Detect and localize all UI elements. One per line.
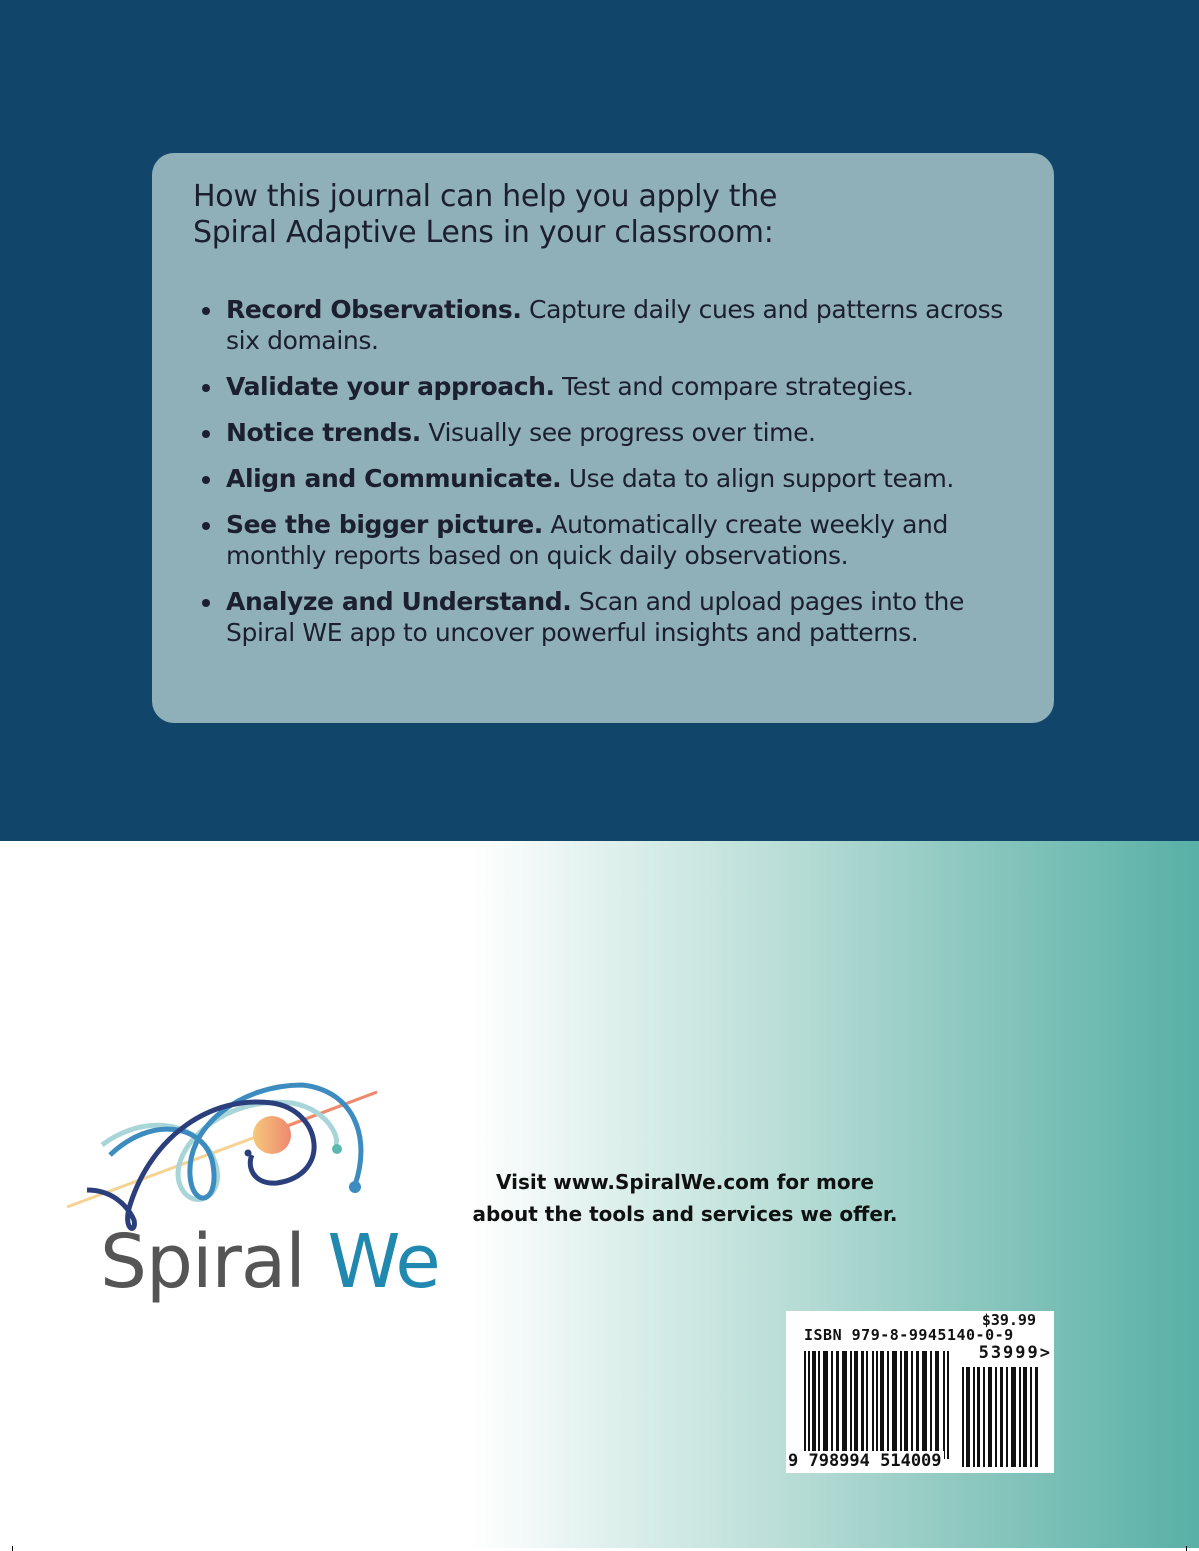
- bullet-icon: [202, 384, 210, 392]
- bullet-text: Scan and upload pages into the Spiral WE app to uncover powerful insights and patterns.: [226, 587, 964, 647]
- list-item: [193, 294, 1014, 356]
- bullet-icon: [202, 430, 210, 438]
- bullet-text: Use data to align support team.: [561, 464, 954, 493]
- visit-line-2: about the tools and services we offer.: [472, 1202, 898, 1226]
- visit-line-1: Visit www.SpiralWe.com for more: [496, 1170, 874, 1194]
- logo-wordmark: [100, 1219, 440, 1305]
- crop-mark-left: [12, 1546, 13, 1551]
- bullet-icon: [202, 307, 210, 315]
- bullet-icon: [202, 522, 210, 530]
- visit-message: [470, 1166, 900, 1230]
- isbn-label: ISBN 979-8-9945140-0-9: [804, 1326, 1014, 1344]
- list-item: [193, 463, 1014, 494]
- bullet-text: Capture daily cues and patterns across six domains.: [226, 295, 1003, 355]
- crop-mark-right: [1186, 1546, 1187, 1551]
- ean-number: 9 798994 514009: [788, 1451, 942, 1471]
- list-item: [193, 509, 1014, 571]
- benefit-list: [193, 294, 1014, 648]
- bullet-title: Validate your approach.: [226, 372, 555, 401]
- info-card: [152, 153, 1054, 723]
- logo-word-we: We: [327, 1219, 440, 1305]
- barcode-bars-icon: [804, 1351, 949, 1459]
- heading-line-2: Spiral Adaptive Lens in your classroom:: [193, 215, 774, 250]
- addon-code: 53999>: [978, 1343, 1052, 1363]
- bullet-text: Automatically create weekly and monthly reports based on quick daily observations.: [226, 510, 948, 570]
- bullet-text: Test and compare strategies.: [554, 372, 914, 401]
- price-label: $39.99: [981, 1311, 1036, 1329]
- bullet-title: Align and Communicate.: [226, 464, 562, 493]
- bullet-text: Visually see progress over time.: [420, 418, 816, 447]
- heading-line-1: How this journal can help you apply the: [193, 179, 778, 214]
- card-heading: [193, 179, 1014, 251]
- bullet-title: See the bigger picture.: [226, 510, 543, 539]
- list-item: [193, 586, 1014, 648]
- bullet-icon: [202, 476, 210, 484]
- bullet-title: Notice trends.: [226, 418, 421, 447]
- bullet-icon: [202, 599, 210, 607]
- addon-bars-icon: [962, 1367, 1042, 1467]
- logo-word-spiral: Spiral: [100, 1219, 305, 1305]
- list-item: [193, 417, 1014, 448]
- bullet-title: Record Observations.: [226, 295, 522, 324]
- isbn-barcode: [786, 1311, 1054, 1473]
- list-item: [193, 371, 1014, 402]
- bullet-title: Analyze and Understand.: [226, 587, 572, 616]
